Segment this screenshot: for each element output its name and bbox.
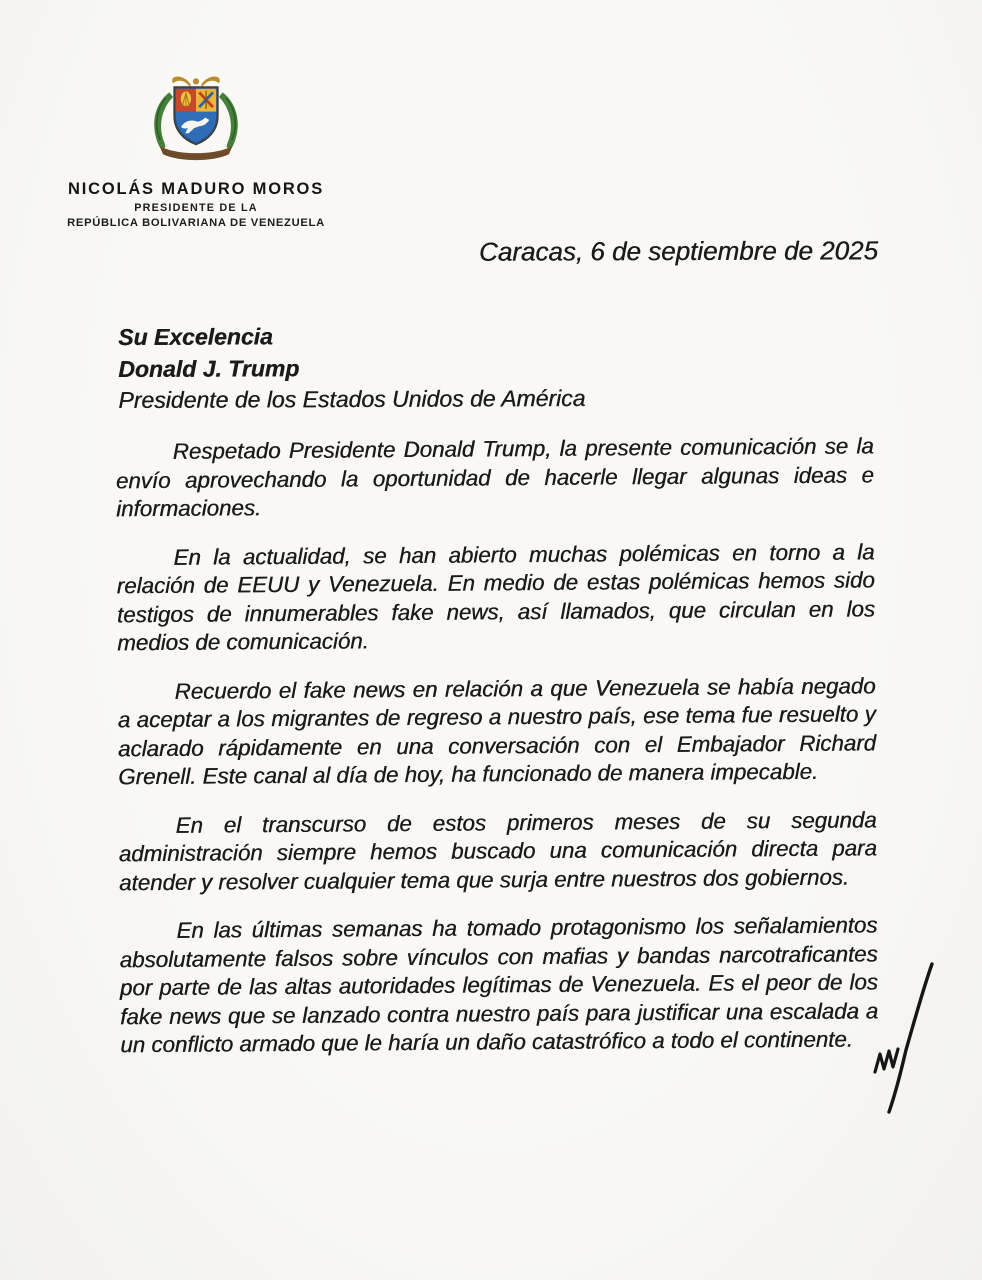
- recipient-name: Donald J. Trump: [118, 354, 300, 382]
- venezuela-coat-of-arms-icon: [141, 68, 251, 170]
- letter-paragraph: En la actualidad, se han abierto muchas polémicas en torno a la relación de EEUU y Venezuela. En medio de estas polémicas hemos sido testigos de innumerables fake news, así llamados, que circulan en los medios de comunicación.: [116, 538, 876, 656]
- letterhead-name: NICOLÁS MADURO MOROS: [68, 180, 324, 198]
- letterhead-title-line-2: REPÚBLICA BOLIVARIANA DE VENEZUELA: [67, 217, 325, 229]
- letter-paragraph: En las últimas semanas ha tomado protagonismo los señalamientos absolutamente falsos sobre vínculos con mafias y bandas narcotraficantes por parte de las altas autoridades legítimas de Venezuela. Es el peor de los fake news que se lanzado contra nuestro país para justificar una escalada a un conflicto armado que le haría un daño catastrófico a todo el continente.: [119, 912, 879, 1058]
- letter-paragraph: Respetado Presidente Donald Trump, la presente comunicación se la envío aprovechando la oportunidad de hacerle llegar algunas ideas e informaciones.: [115, 433, 874, 522]
- dateline: Caracas, 6 de septiembre de 2025: [479, 235, 879, 267]
- recipient-title: Presidente de los Estados Unidos de América: [118, 384, 586, 413]
- letterhead: [62, 68, 330, 229]
- letter-body: [116, 432, 879, 1059]
- recipient-block: [118, 320, 585, 417]
- letterhead-title-line-1: PRESIDENTE DE LA: [134, 202, 258, 214]
- letter-paragraph: Recuerdo el fake news en relación a que Venezuela se había negado a aceptar a los migrantes de regreso a nuestro país, ese tema fue resuelto y aclarado rápidamente en una conversación con el Embajador Richard Grenell. Este canal al día de hoy, ha funcionado de manera impecable.: [117, 672, 877, 790]
- handwritten-ink-mark-icon: [853, 950, 949, 1130]
- letter-paragraph: En el transcurso de estos primeros meses de su segunda administración siempre hemos buscado una comunicación directa para atender y resolver cualquier tema que surja entre nuestros dos gobiernos.: [118, 806, 877, 895]
- recipient-salutation: Su Excelencia: [118, 323, 273, 350]
